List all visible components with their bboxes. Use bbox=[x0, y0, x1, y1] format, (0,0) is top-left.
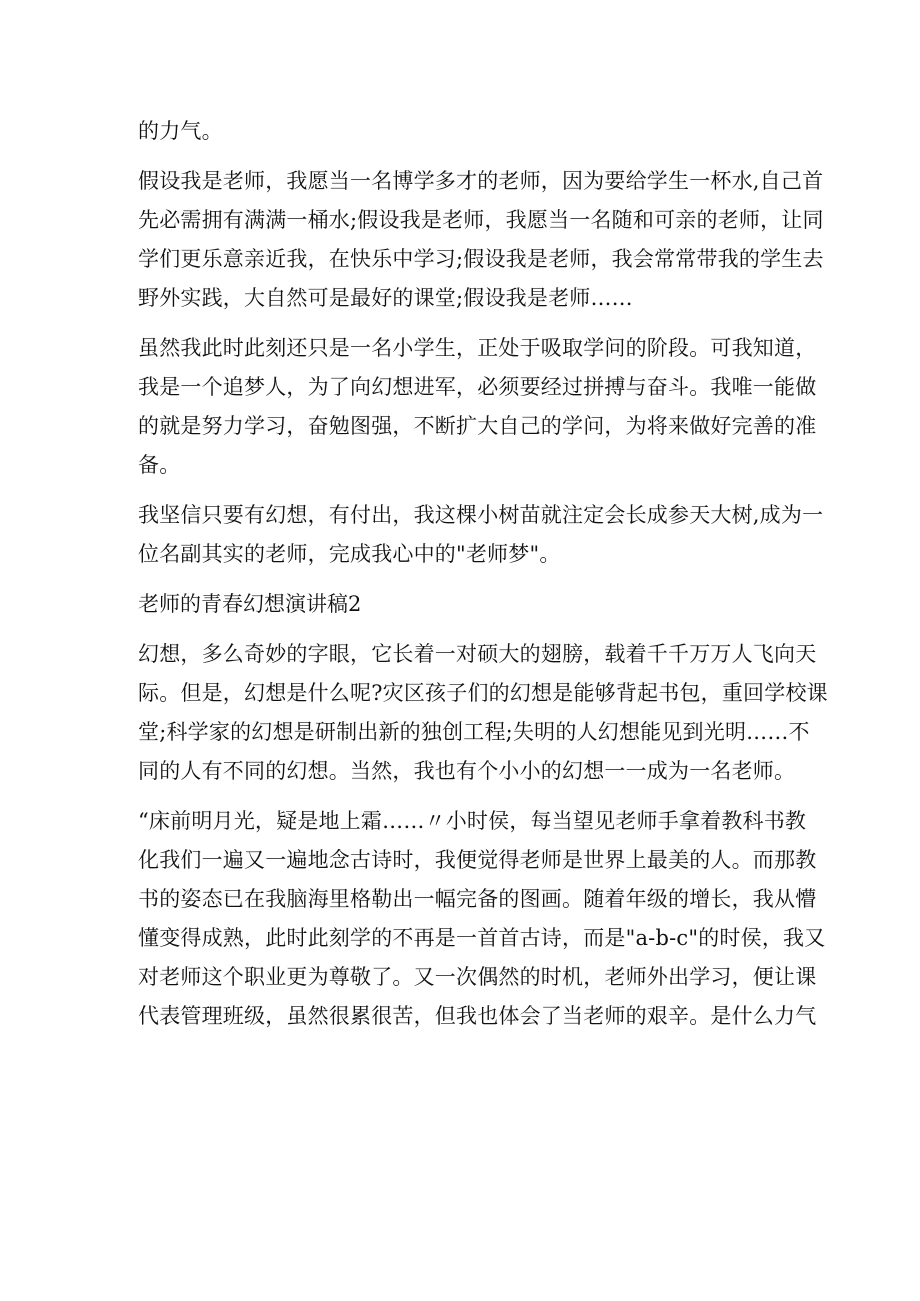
text-line: 懂变得成熟，此时此刻学的不再是一首首古诗，而是"a-b-c"的时侯，我又 bbox=[138, 926, 826, 950]
text-line: 的就是努力学习，奋勉图强，不断扩大自己的学问，为将来做好完善的准 bbox=[138, 414, 817, 438]
section-heading: 老师的青春幻想演讲稿2 bbox=[138, 592, 362, 616]
text-line: 假设我是老师，我愿当一名博学多才的老师，因为要给学生一杯水,自己首 bbox=[138, 169, 824, 193]
text-line: 我坚信只要有幻想，有付出，我这棵小树苗就注定会长成参天大树,成为一 bbox=[138, 503, 824, 527]
text-line: 对老师这个职业更为尊敬了。又一次偶然的时机，老师外出学习，便让课 bbox=[138, 965, 817, 989]
text-line: 化我们一遍又一遍地念古诗时，我便觉得老师是世界上最美的人。而那教 bbox=[138, 848, 817, 872]
document-body bbox=[138, 112, 828, 1036]
text-line: 堂;科学家的幻想是研制出新的独创工程;失明的人幻想能见到光明……不 bbox=[138, 720, 810, 744]
paragraph-0 bbox=[138, 112, 788, 151]
paragraph-2 bbox=[138, 329, 817, 485]
text-line: 同的人有不同的幻想。当然，我也有个小小的幻想一一成为一名老师。 bbox=[138, 759, 796, 783]
paragraph-5 bbox=[138, 802, 826, 1036]
text-line: 位名副其实的老师，完成我心中的"老师梦"。 bbox=[138, 542, 561, 566]
paragraph-3 bbox=[138, 496, 824, 574]
text-line: 的力气。 bbox=[138, 119, 223, 143]
text-line: 代表管理班级，虽然很累很苦，但我也体会了当老师的艰辛。是什么力气 bbox=[138, 1004, 817, 1028]
text-line: “床前明月光，疑是地上霜……〃小时侯，每当望见老师手拿着教科书教 bbox=[138, 809, 807, 833]
text-line: 际。但是，幻想是什么呢?灾区孩子们的幻想是能够背起书包，重回学校课 bbox=[138, 681, 828, 705]
text-line: 学们更乐意亲近我，在快乐中学习;假设我是老师，我会常常带我的学生去 bbox=[138, 247, 824, 271]
text-line: 备。 bbox=[138, 453, 181, 477]
text-line: 我是一个追梦人，为了向幻想进军，必须要经过拼搏与奋斗。我唯一能做 bbox=[138, 375, 817, 399]
text-line: 先必需拥有满满一桶水;假设我是老师，我愿当一名随和可亲的老师，让同 bbox=[138, 208, 824, 232]
text-line: 虽然我此时此刻还只是一名小学生，正处于吸取学问的阶段。可我知道， bbox=[138, 336, 817, 360]
text-line: 书的姿态已在我脑海里格勒出一幅完备的图画。随着年级的增长，我从懵 bbox=[138, 887, 817, 911]
text-line: 野外实践，大自然可是最好的课堂;假设我是老师…… bbox=[138, 286, 633, 310]
paragraph-4 bbox=[138, 635, 828, 791]
paragraph-1 bbox=[138, 162, 824, 318]
text-line: 幻想，多么奇妙的字眼，它长着一对硕大的翅膀，载着千千万万人飞向天 bbox=[138, 642, 817, 666]
